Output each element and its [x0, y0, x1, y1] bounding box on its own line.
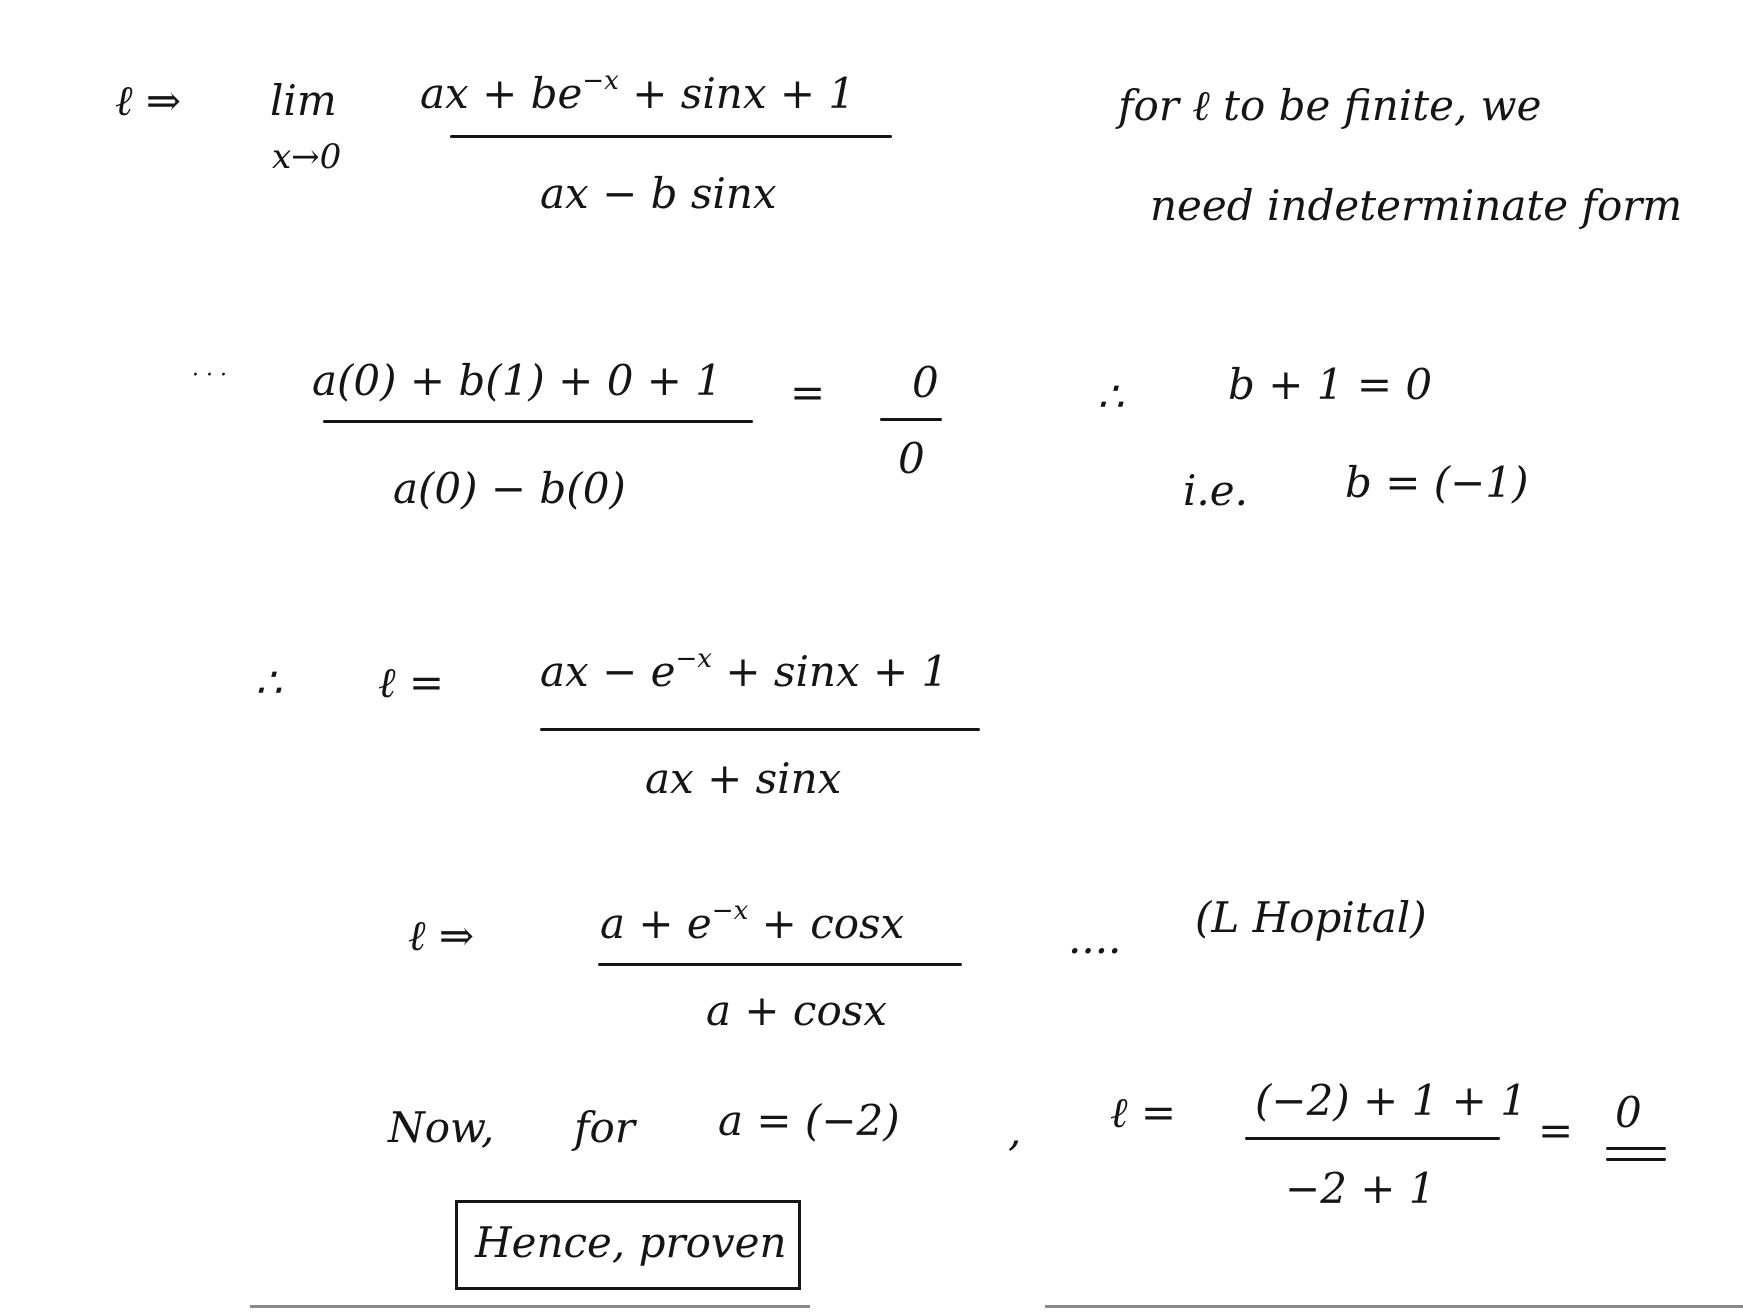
- step4-numerator-main: a + e: [600, 899, 712, 948]
- step5-lhs: ℓ =: [1110, 1088, 1177, 1137]
- step3-numerator-main: ax − e: [540, 647, 676, 696]
- note-line-2: need indeterminate form: [1150, 181, 1683, 230]
- step5-result-underline-1: [1606, 1147, 1666, 1150]
- step5-a-value: a = (−2): [718, 1096, 900, 1145]
- step5-denominator: −2 + 1: [1285, 1164, 1436, 1213]
- step3-numerator-exponent: −x: [675, 644, 712, 675]
- limit-lhs: ℓ ⇒: [115, 76, 182, 125]
- step2-result-numerator: 0: [912, 358, 939, 407]
- step2-therefore-symbol: ∴: [1097, 372, 1124, 421]
- conclusion-text: Hence, proven: [475, 1218, 787, 1267]
- step4-numerator-tail: + cosx: [761, 899, 905, 948]
- bottom-rule-right: [1045, 1305, 1743, 1308]
- step2-dots: · · ·: [192, 363, 227, 388]
- step1-denominator: ax − b sinx: [540, 169, 777, 218]
- step2-equals: =: [790, 368, 826, 417]
- bottom-rule-left: [250, 1305, 810, 1308]
- step2-result-denominator: 0: [898, 434, 925, 483]
- step5-result-underline-2: [1606, 1158, 1666, 1161]
- step4-lhs: ℓ ⇒: [408, 911, 475, 960]
- step3-numerator: [540, 644, 949, 696]
- step1-numerator: [420, 66, 856, 118]
- step3-fraction-bar: [540, 728, 980, 731]
- step5-equals: =: [1538, 1106, 1574, 1155]
- step5-fraction-bar: [1245, 1137, 1500, 1140]
- step3-numerator-tail: + sinx + 1: [725, 647, 949, 696]
- step3-therefore-symbol: ∴: [255, 658, 282, 707]
- step4-lhopital-note: (L Hopital): [1195, 893, 1427, 942]
- step2-denominator: a(0) − b(0): [393, 464, 626, 513]
- step1-numerator-exponent: −x: [582, 66, 619, 97]
- step5-comma: ,: [1008, 1106, 1022, 1155]
- lim-subscript: x→0: [272, 137, 342, 177]
- step4-numerator: [600, 896, 905, 948]
- lim-word: lim: [270, 76, 337, 125]
- step4-numerator-exponent: −x: [711, 896, 749, 927]
- note-line-1: for ℓ to be finite, we: [1118, 81, 1542, 130]
- step2-numerator: a(0) + b(1) + 0 + 1: [312, 356, 723, 405]
- step3-lhs: ℓ =: [378, 658, 445, 707]
- step1-fraction-bar: [450, 135, 892, 138]
- step3-denominator: ax + sinx: [645, 754, 842, 803]
- step5-for: for: [574, 1103, 635, 1152]
- step2-condition: b + 1 = 0: [1228, 360, 1433, 409]
- step1-numerator-main: ax + be: [420, 69, 583, 118]
- step4-dots: ....: [1068, 914, 1122, 963]
- step5-now: Now,: [388, 1103, 495, 1152]
- step4-denominator: a + cosx: [706, 986, 887, 1035]
- step5-numerator: (−2) + 1 + 1: [1255, 1076, 1527, 1125]
- step2-ie: i.e.: [1183, 466, 1248, 515]
- step2-fraction-bar: [323, 420, 753, 423]
- step5-result: 0: [1615, 1088, 1642, 1137]
- step2-result-bar: [880, 418, 942, 421]
- step2-b-value: b = (−1): [1345, 458, 1529, 507]
- step4-fraction-bar: [598, 963, 962, 966]
- step1-numerator-tail: + sinx + 1: [632, 69, 856, 118]
